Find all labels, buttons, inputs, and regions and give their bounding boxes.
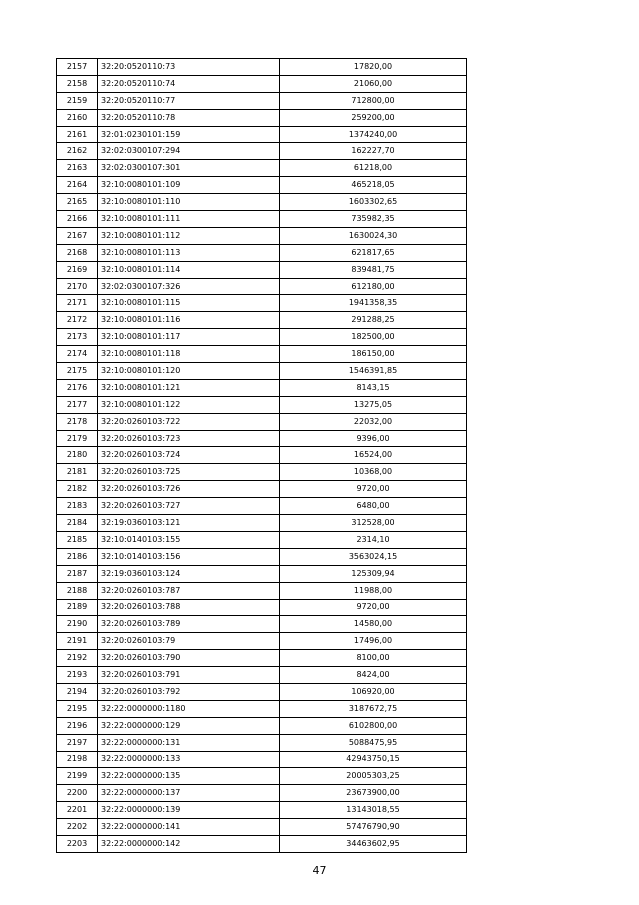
cadastral-number-cell: 32:22:0000000:135: [98, 768, 280, 785]
row-number-cell: 2200: [57, 785, 98, 802]
row-number-cell: 2180: [57, 447, 98, 464]
row-number-cell: 2189: [57, 599, 98, 616]
table-row: [57, 92, 467, 109]
row-number-cell: 2187: [57, 565, 98, 582]
cadastral-number-cell: 32:10:0080101:118: [98, 346, 280, 363]
table-row: [57, 430, 467, 447]
table-row: [57, 734, 467, 751]
cadastral-value-cell: 13275,05: [280, 396, 467, 413]
cadastral-number-cell: 32:22:0000000:142: [98, 835, 280, 852]
row-number-cell: 2172: [57, 312, 98, 329]
row-number-cell: 2183: [57, 498, 98, 515]
cadastral-value-table: [56, 58, 467, 853]
row-number-cell: 2182: [57, 481, 98, 498]
row-number-cell: 2175: [57, 363, 98, 380]
table-row: [57, 363, 467, 380]
row-number-cell: 2178: [57, 413, 98, 430]
row-number-cell: 2192: [57, 650, 98, 667]
row-number-cell: 2184: [57, 515, 98, 532]
table-row: [57, 413, 467, 430]
cadastral-number-cell: 32:10:0140103:156: [98, 548, 280, 565]
row-number-cell: 2198: [57, 751, 98, 768]
row-number-cell: 2202: [57, 819, 98, 836]
cadastral-number-cell: 32:20:0260103:79: [98, 633, 280, 650]
cadastral-value-cell: 14580,00: [280, 616, 467, 633]
cadastral-value-cell: 8100,00: [280, 650, 467, 667]
cadastral-number-cell: 32:20:0260103:725: [98, 464, 280, 481]
cadastral-value-cell: 1374240,00: [280, 126, 467, 143]
table-row: [57, 75, 467, 92]
cadastral-number-cell: 32:20:0520110:74: [98, 75, 280, 92]
cadastral-number-cell: 32:20:0260103:724: [98, 447, 280, 464]
table-body: [57, 59, 467, 853]
cadastral-value-cell: 57476790,90: [280, 819, 467, 836]
table-row: [57, 346, 467, 363]
table-row: [57, 227, 467, 244]
cadastral-number-cell: 32:20:0260103:791: [98, 667, 280, 684]
cadastral-number-cell: 32:20:0260103:792: [98, 683, 280, 700]
table-row: [57, 177, 467, 194]
table-row: [57, 244, 467, 261]
cadastral-value-cell: 61218,00: [280, 160, 467, 177]
table-row: [57, 143, 467, 160]
row-number-cell: 2188: [57, 582, 98, 599]
cadastral-number-cell: 32:22:0000000:139: [98, 802, 280, 819]
row-number-cell: 2168: [57, 244, 98, 261]
cadastral-number-cell: 32:20:0260103:726: [98, 481, 280, 498]
table-row: [57, 819, 467, 836]
cadastral-number-cell: 32:10:0080101:114: [98, 261, 280, 278]
table-row: [57, 481, 467, 498]
cadastral-number-cell: 32:10:0080101:112: [98, 227, 280, 244]
cadastral-number-cell: 32:20:0260103:723: [98, 430, 280, 447]
table-row: [57, 59, 467, 76]
cadastral-number-cell: 32:20:0520110:73: [98, 59, 280, 76]
row-number-cell: 2196: [57, 717, 98, 734]
cadastral-value-cell: 3187672,75: [280, 700, 467, 717]
cadastral-number-cell: 32:10:0080101:109: [98, 177, 280, 194]
row-number-cell: 2174: [57, 346, 98, 363]
cadastral-number-cell: 32:10:0140103:155: [98, 531, 280, 548]
table-row: [57, 278, 467, 295]
cadastral-number-cell: 32:10:0080101:115: [98, 295, 280, 312]
cadastral-value-cell: 125309,94: [280, 565, 467, 582]
cadastral-number-cell: 32:20:0520110:77: [98, 92, 280, 109]
row-number-cell: 2160: [57, 109, 98, 126]
row-number-cell: 2163: [57, 160, 98, 177]
cadastral-value-cell: 182500,00: [280, 329, 467, 346]
table-row: [57, 379, 467, 396]
cadastral-number-cell: 32:20:0260103:788: [98, 599, 280, 616]
cadastral-value-cell: 9720,00: [280, 599, 467, 616]
row-number-cell: 2169: [57, 261, 98, 278]
cadastral-value-cell: 735982,35: [280, 211, 467, 228]
table-row: [57, 667, 467, 684]
row-number-cell: 2159: [57, 92, 98, 109]
cadastral-number-cell: 32:20:0520110:78: [98, 109, 280, 126]
table-row: [57, 700, 467, 717]
cadastral-value-cell: 186150,00: [280, 346, 467, 363]
cadastral-number-cell: 32:20:0260103:787: [98, 582, 280, 599]
cadastral-value-cell: 612180,00: [280, 278, 467, 295]
cadastral-value-cell: 839481,75: [280, 261, 467, 278]
cadastral-value-cell: 34463602,95: [280, 835, 467, 852]
cadastral-number-cell: 32:19:0360103:124: [98, 565, 280, 582]
table-row: [57, 464, 467, 481]
cadastral-value-cell: 20005303,25: [280, 768, 467, 785]
row-number-cell: 2167: [57, 227, 98, 244]
cadastral-value-cell: 1630024,30: [280, 227, 467, 244]
table-row: [57, 802, 467, 819]
cadastral-value-cell: 1603302,65: [280, 194, 467, 211]
table-row: [57, 396, 467, 413]
table-row: [57, 582, 467, 599]
cadastral-number-cell: 32:20:0260103:727: [98, 498, 280, 515]
cadastral-value-cell: 1546391,85: [280, 363, 467, 380]
table-row: [57, 295, 467, 312]
cadastral-value-cell: 22032,00: [280, 413, 467, 430]
cadastral-number-cell: 32:20:0260103:790: [98, 650, 280, 667]
cadastral-number-cell: 32:10:0080101:111: [98, 211, 280, 228]
cadastral-value-cell: 712800,00: [280, 92, 467, 109]
row-number-cell: 2173: [57, 329, 98, 346]
cadastral-number-cell: 32:10:0080101:121: [98, 379, 280, 396]
table-row: [57, 261, 467, 278]
table-row: [57, 329, 467, 346]
cadastral-value-cell: 42943750,15: [280, 751, 467, 768]
table-row: [57, 565, 467, 582]
row-number-cell: 2177: [57, 396, 98, 413]
table-row: [57, 515, 467, 532]
cadastral-number-cell: 32:22:0000000:129: [98, 717, 280, 734]
row-number-cell: 2176: [57, 379, 98, 396]
cadastral-value-cell: 10368,00: [280, 464, 467, 481]
table-row: [57, 312, 467, 329]
table-row: [57, 531, 467, 548]
cadastral-value-cell: 17820,00: [280, 59, 467, 76]
cadastral-number-cell: 32:01:0230101:159: [98, 126, 280, 143]
cadastral-value-cell: 13143018,55: [280, 802, 467, 819]
cadastral-number-cell: 32:10:0080101:117: [98, 329, 280, 346]
cadastral-value-cell: 5088475,95: [280, 734, 467, 751]
cadastral-value-cell: 2314,10: [280, 531, 467, 548]
cadastral-number-cell: 32:02:0300107:326: [98, 278, 280, 295]
row-number-cell: 2190: [57, 616, 98, 633]
cadastral-number-cell: 32:20:0260103:722: [98, 413, 280, 430]
cadastral-value-cell: 291288,25: [280, 312, 467, 329]
cadastral-value-cell: 162227,70: [280, 143, 467, 160]
row-number-cell: 2158: [57, 75, 98, 92]
cadastral-value-cell: 9396,00: [280, 430, 467, 447]
cadastral-value-cell: 312528,00: [280, 515, 467, 532]
table-row: [57, 717, 467, 734]
table-row: [57, 633, 467, 650]
page-number: 47: [312, 864, 327, 877]
cadastral-number-cell: 32:20:0260103:789: [98, 616, 280, 633]
cadastral-number-cell: 32:10:0080101:116: [98, 312, 280, 329]
row-number-cell: 2185: [57, 531, 98, 548]
table-row: [57, 751, 467, 768]
table-row: [57, 650, 467, 667]
row-number-cell: 2164: [57, 177, 98, 194]
row-number-cell: 2157: [57, 59, 98, 76]
cadastral-number-cell: 32:22:0000000:141: [98, 819, 280, 836]
cadastral-number-cell: 32:22:0000000:133: [98, 751, 280, 768]
cadastral-value-cell: 17496,00: [280, 633, 467, 650]
table-row: [57, 785, 467, 802]
table-row: [57, 616, 467, 633]
table-row: [57, 126, 467, 143]
cadastral-value-cell: 621817,65: [280, 244, 467, 261]
row-number-cell: 2171: [57, 295, 98, 312]
cadastral-number-cell: 32:02:0300107:301: [98, 160, 280, 177]
table-row: [57, 835, 467, 852]
table-row: [57, 194, 467, 211]
row-number-cell: 2186: [57, 548, 98, 565]
row-number-cell: 2201: [57, 802, 98, 819]
table-row: [57, 211, 467, 228]
row-number-cell: 2203: [57, 835, 98, 852]
table-row: [57, 683, 467, 700]
table-row: [57, 498, 467, 515]
cadastral-value-cell: 3563024,15: [280, 548, 467, 565]
cadastral-value-cell: 23673900,00: [280, 785, 467, 802]
cadastral-number-cell: 32:19:0360103:121: [98, 515, 280, 532]
row-number-cell: 2170: [57, 278, 98, 295]
row-number-cell: 2193: [57, 667, 98, 684]
row-number-cell: 2191: [57, 633, 98, 650]
row-number-cell: 2194: [57, 683, 98, 700]
table-row: [57, 160, 467, 177]
row-number-cell: 2179: [57, 430, 98, 447]
row-number-cell: 2161: [57, 126, 98, 143]
cadastral-number-cell: 32:02:0300107:294: [98, 143, 280, 160]
cadastral-value-cell: 9720,00: [280, 481, 467, 498]
cadastral-value-cell: 1941358,35: [280, 295, 467, 312]
row-number-cell: 2197: [57, 734, 98, 751]
cadastral-value-cell: 6480,00: [280, 498, 467, 515]
row-number-cell: 2199: [57, 768, 98, 785]
cadastral-value-cell: 16524,00: [280, 447, 467, 464]
row-number-cell: 2181: [57, 464, 98, 481]
cadastral-value-cell: 21060,00: [280, 75, 467, 92]
cadastral-value-cell: 465218,05: [280, 177, 467, 194]
cadastral-number-cell: 32:22:0000000:1180: [98, 700, 280, 717]
row-number-cell: 2166: [57, 211, 98, 228]
row-number-cell: 2162: [57, 143, 98, 160]
cadastral-value-cell: 8143,15: [280, 379, 467, 396]
table-row: [57, 599, 467, 616]
table-row: [57, 109, 467, 126]
cadastral-number-cell: 32:10:0080101:113: [98, 244, 280, 261]
cadastral-number-cell: 32:10:0080101:110: [98, 194, 280, 211]
cadastral-number-cell: 32:22:0000000:131: [98, 734, 280, 751]
cadastral-value-cell: 6102800,00: [280, 717, 467, 734]
table-row: [57, 768, 467, 785]
cadastral-value-cell: 259200,00: [280, 109, 467, 126]
table-row: [57, 548, 467, 565]
cadastral-number-cell: 32:10:0080101:120: [98, 363, 280, 380]
cadastral-value-cell: 106920,00: [280, 683, 467, 700]
cadastral-value-cell: 8424,00: [280, 667, 467, 684]
cadastral-number-cell: 32:22:0000000:137: [98, 785, 280, 802]
table-row: [57, 447, 467, 464]
cadastral-number-cell: 32:10:0080101:122: [98, 396, 280, 413]
cadastral-value-cell: 11988,00: [280, 582, 467, 599]
row-number-cell: 2165: [57, 194, 98, 211]
row-number-cell: 2195: [57, 700, 98, 717]
